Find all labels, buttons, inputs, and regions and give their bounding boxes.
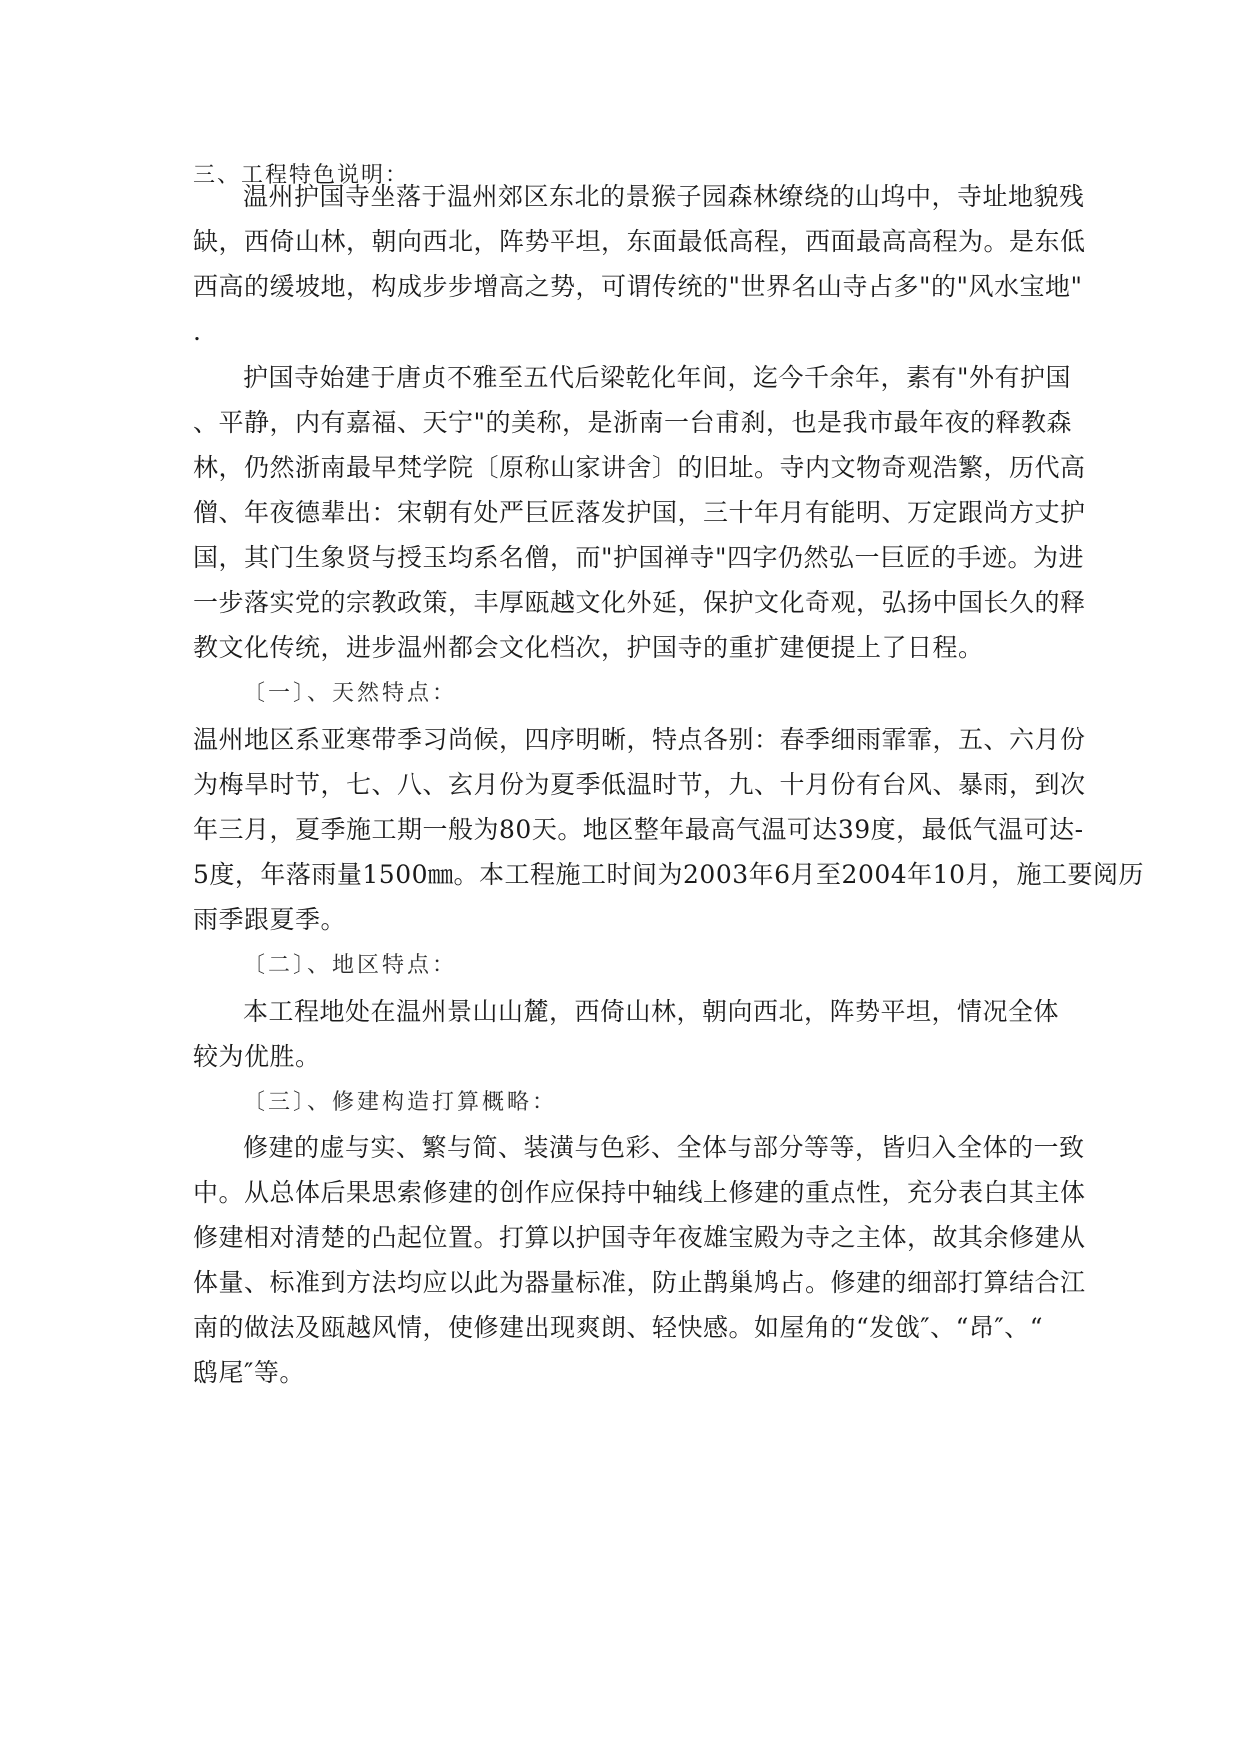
paragraph-line: 温州地区系亚寒带季习尚候，四序明晰，特点各别：春季细雨霏霏，五、六月份 <box>193 725 1086 754</box>
section-title: 三、工程特色说明： <box>193 163 410 188</box>
paragraph-line: 修建相对清楚的凸起位置。打算以护国寺年夜雄宝殿为寺之主体，故其余修建从 <box>193 1223 1086 1252</box>
paragraph-line: 鸱尾″等。 <box>193 1358 305 1387</box>
paragraph-line: 、平静，内有嘉福、天宁"的美称，是浙南一台甫刹，也是我市最年夜的释教森 <box>193 408 1073 437</box>
paragraph-line: 护国寺始建于唐贞不雅至五代后梁乾化年间，迄今千余年，素有"外有护国 <box>243 363 1072 392</box>
paragraph-line: . <box>193 317 202 346</box>
paragraph-line: 雨季跟夏季。 <box>193 905 347 934</box>
paragraph-line: 僧、年夜德辈出：宋朝有处严巨匠落发护国，三十年月有能明、万定跟尚方丈护 <box>193 498 1086 527</box>
paragraph-line: 修建的虚与实、繁与简、装潢与色彩、全体与部分等等，皆归入全体的一致 <box>243 1133 1085 1162</box>
paragraph-line: 林，仍然浙南最早梵学院〔原称山家讲舍〕的旧址。寺内文物奇观浩繁，历代高 <box>193 453 1086 482</box>
paragraph-line: 中。从总体后果思索修建的创作应保持中轴线上修建的重点性，充分表白其主体 <box>193 1178 1086 1207</box>
paragraph-line: 国，其门生象贤与授玉均系名僧，而"护国禅寺"四字仍然弘一巨匠的手迹。为进 <box>193 543 1085 572</box>
paragraph-line: 缺，西倚山林，朝向西北，阵势平坦，东面最低高程，西面最高高程为。是东低 <box>193 227 1086 256</box>
subsection-title: 〔一〕、天然特点： <box>243 681 458 706</box>
paragraph-line: 为梅旱时节，七、八、玄月份为夏季低温时节，九、十月份有台风、暴雨，到次 <box>193 770 1086 799</box>
paragraph-line: 较为优胜。 <box>193 1042 321 1071</box>
paragraph-line: 教文化传统，进步温州都会文化档次，护国寺的重扩建便提上了日程。 <box>193 633 984 662</box>
paragraph-line: 5度，年落雨量1500㎜。本工程施工时间为2003年6月至2004年10月，施工要阅历 <box>193 860 1144 889</box>
paragraph-line: 本工程地处在温州景山山麓，西倚山林，朝向西北，阵势平坦，情况全体 <box>243 997 1060 1026</box>
paragraph-line: 一步落实党的宗教政策，丰厚瓯越文化外延，保护文化奇观，弘扬中国长久的释 <box>193 588 1086 617</box>
paragraph-line: 体量、标准到方法均应以此为器量标准，防止鹊巢鸠占。修建的细部打算结合江 <box>193 1268 1086 1297</box>
paragraph-line: 温州护国寺坐落于温州郊区东北的景猴子园森林缭绕的山坞中，寺址地貌残 <box>243 182 1085 211</box>
subsection-title: 〔三〕、修建构造打算概略： <box>243 1090 558 1115</box>
paragraph-line: 西高的缓坡地，构成步步增高之势，可谓传统的"世界名山寺占多"的"风水宝地" <box>193 272 1083 301</box>
paragraph-line: 南的做法及瓯越风情，使修建出现爽朗、轻快感。如屋角的“发戗″、“昂″、“ <box>193 1313 1044 1342</box>
subsection-title: 〔二〕、地区特点： <box>243 953 458 978</box>
paragraph-line: 年三月，夏季施工期一般为80天。地区整年最高气温可达39度，最低气温可达- <box>193 815 1084 844</box>
